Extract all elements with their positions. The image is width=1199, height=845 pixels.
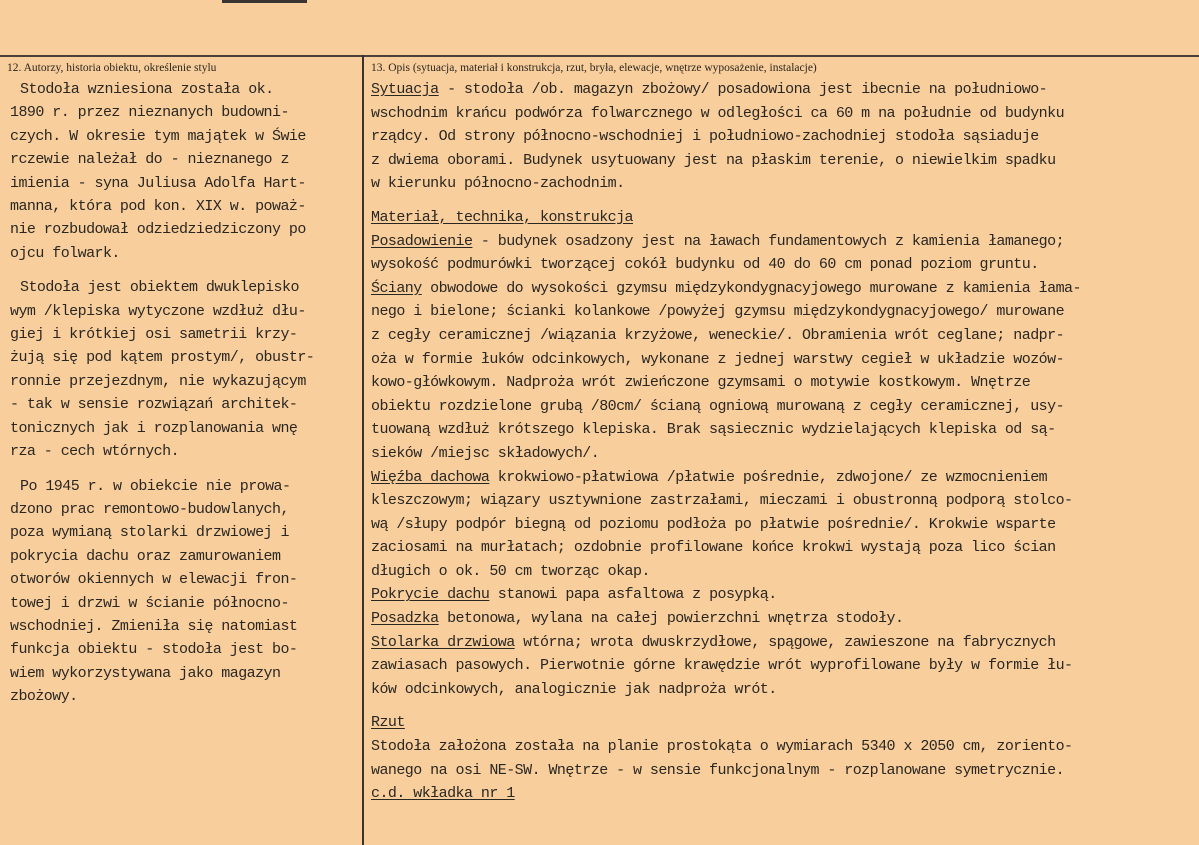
header-rule bbox=[0, 55, 1199, 57]
text-line: ojcu folwark. bbox=[10, 244, 120, 262]
text-line: giej i krótkiej osi sametrii krzy- bbox=[10, 326, 298, 344]
section-12-header: 12. Autorzy, historia obiektu, określenie stylu bbox=[7, 62, 217, 74]
text-line: - budynek osadzony jest na ławach fundamentowych z kamienia łamanego; bbox=[472, 232, 1065, 250]
text-line: zbożowy. bbox=[10, 688, 78, 706]
text-line: wym /klepiska wytyczone wzdłuż dłu- bbox=[10, 302, 306, 320]
text-line: pokrycia dachu oraz zamurowaniem bbox=[10, 547, 281, 565]
text-line: - stodoła /ob. magazyn zbożowy/ posadowiona jest ibecnie na południowo- bbox=[438, 81, 1048, 98]
text-line: rczewie należał do - nieznanego z bbox=[10, 151, 289, 169]
heading-sciany: Ściany bbox=[371, 279, 422, 297]
history-column bbox=[10, 78, 360, 720]
text-line: z cegły ceramicznej /wiązania krzyżowe, weneckie/. Obramienia wrót ceglane; nadpr- bbox=[371, 326, 1065, 344]
text-line: ków odcinkowych, analogicznie jak nadproża wrót. bbox=[371, 680, 777, 698]
text-line: oża w formie łuków odcinkowych, wykonane z jednej warstwy cegieł w układzie wozów- bbox=[371, 350, 1065, 368]
text-line: funkcja obiektu - stodoła jest bo- bbox=[10, 641, 298, 659]
text-line: żują się pod kątem prostym/, obustr- bbox=[10, 349, 315, 367]
text-line: wschodnim krańcu podwórza folwarcznego w odległości ca 60 m na południe od budynku bbox=[371, 104, 1065, 122]
section-sciany bbox=[371, 277, 1197, 466]
text-line: dzono prac remontowo-budowlanych, bbox=[10, 500, 289, 518]
text-line: stanowi papa asfaltowa z posypką. bbox=[489, 586, 777, 604]
section-posadowienie bbox=[371, 230, 1197, 277]
text-line: kleszczowym; wiązary usztywnione zastrzałami, mieczami i obustronną podporą stolco- bbox=[371, 492, 1073, 510]
text-line: wanego na osi NE-SW. Wnętrze - w sensie funkcjonalnym - rozplanowane symetrycznie. bbox=[371, 761, 1065, 779]
column-divider bbox=[362, 55, 364, 845]
heading-posadzka: Posadzka bbox=[371, 610, 439, 628]
text-line: ronnie przejezdnym, nie wykazującym bbox=[10, 372, 306, 390]
text-line: - tak w sensie rozwiązań architek- bbox=[10, 396, 298, 414]
text-line: obwodowe do wysokości gzymsu międzykondygnacyjowego murowane z kamienia łama- bbox=[421, 279, 1081, 297]
text-line: imienia - syna Juliusa Adolfa Hart- bbox=[10, 174, 306, 192]
text-line: obiektu rozdzielone grubą /80cm/ ścianą ogniową murowaną z cegły ceramicznej, usy- bbox=[371, 397, 1065, 415]
top-edge-mark bbox=[222, 0, 307, 3]
heading-sytuacja: Sytuacja bbox=[371, 81, 439, 98]
continuation-note: c.d. wkładka nr 1 bbox=[371, 785, 515, 803]
heading-stolarka: Stolarka drzwiowa bbox=[371, 633, 515, 651]
section-wiezba bbox=[371, 466, 1197, 584]
text-line: rza - cech wtórnych. bbox=[10, 443, 180, 461]
section-pokrycie bbox=[371, 583, 1197, 607]
text-line: długich o ok. 50 cm tworząc okap. bbox=[371, 562, 650, 580]
text-line: otworów okiennych w elewacji fron- bbox=[10, 571, 298, 589]
heading-pokrycie: Pokrycie dachu bbox=[371, 586, 490, 604]
section-rzut bbox=[371, 711, 1197, 782]
text-line: Stodoła wzniesiona została ok. bbox=[20, 81, 274, 98]
text-line: krokwiowo-płatwiowa /płatwie pośrednie, zdwojone/ ze wzmocnieniem bbox=[489, 468, 1048, 486]
heading-rzut: Rzut bbox=[371, 714, 405, 732]
text-line: betonowa, wylana na całej powierzchni wnętrza stodoły. bbox=[438, 610, 904, 628]
text-line: tonicznych jak i rozplanowania wnę bbox=[10, 419, 298, 437]
text-line: wysokość podmurówki tworzącej cokół budynku od 40 do 60 cm ponad poziom gruntu. bbox=[371, 256, 1039, 274]
history-paragraph-1 bbox=[10, 78, 360, 265]
text-line: w kierunku północno-zachodnim. bbox=[371, 175, 625, 193]
text-line: sieków /miejsc składowych/. bbox=[371, 444, 600, 462]
text-line: rządcy. Od strony północno-wschodniej i południowo-zachodniej stodoła sąsiaduje bbox=[371, 128, 1039, 146]
heading-wiezba: Więźba dachowa bbox=[371, 468, 490, 486]
text-line: towej i drzwi w ścianie północno- bbox=[10, 594, 289, 612]
text-line: zawiasach pasowych. Pierwotnie górne krawędzie wrót wyprofilowane były w formie łu- bbox=[371, 657, 1073, 675]
text-line: 1890 r. przez nieznanych budowni- bbox=[10, 104, 289, 122]
text-line: wiem wykorzystywana jako magazyn bbox=[10, 664, 281, 682]
text-line: manna, która pod kon. XIX w. poważ- bbox=[10, 198, 306, 216]
text-line: tuowaną wzdłuż krótszego klepiska. Brak sąsiecznic wydzielających klepiska od są- bbox=[371, 421, 1056, 439]
text-line: Po 1945 r. w obiekcie nie prowa- bbox=[20, 477, 291, 495]
text-line: poza wymianą stolarki drzwiowej i bbox=[10, 524, 289, 542]
text-line: wschodniej. Zmieniła się natomiast bbox=[10, 617, 298, 635]
text-line: nie rozbudował odziedziedziczony po bbox=[10, 221, 306, 239]
text-line: wtórna; wrota dwuskrzydłowe, spągowe, zawieszone na fabrycznych bbox=[514, 633, 1056, 651]
text-line: Stodoła jest obiektem dwuklepisko bbox=[20, 279, 299, 297]
heading-material: Materiał, technika, konstrukcja bbox=[371, 208, 633, 226]
text-line: nego i bielone; ścianki kolankowe /powyżej gzymsu międzykondygnacyjowego/ murowane bbox=[371, 303, 1065, 321]
section-posadzka bbox=[371, 607, 1197, 631]
text-line: wą /słupy podpór biegną od poziomu podłoża po płatwie pośrednie/. Krokwie wsparte bbox=[371, 515, 1056, 533]
section-13-header: 13. Opis (sytuacja, materiał i konstrukcja, rzut, bryła, elewacje, wnętrze wyposażenie, instalacje) bbox=[371, 62, 817, 74]
text-line: zaciosami na murłatach; ozdobnie profilowane końce krokwi wystają poza lico ścian bbox=[371, 539, 1056, 557]
text-line: Stodoła założona została na planie prostokąta o wymiarach 5340 x 2050 cm, zoriento- bbox=[371, 738, 1073, 756]
history-paragraph-2 bbox=[10, 276, 360, 463]
section-sytuacja bbox=[371, 78, 1197, 196]
section-stolarka bbox=[371, 631, 1197, 702]
text-line: kowo-główkowym. Nadproża wrót zwieńczone gzymsami o motywie kostkowym. Wnętrze bbox=[371, 374, 1031, 392]
history-paragraph-3 bbox=[10, 475, 360, 709]
text-line: czych. W okresie tym majątek w Świe bbox=[10, 127, 306, 145]
description-column bbox=[371, 78, 1197, 806]
text-line: z dwiema oborami. Budynek usytuowany jest na płaskim terenie, o niewielkim spadku bbox=[371, 151, 1056, 169]
heading-posadowienie: Posadowienie bbox=[371, 232, 473, 250]
